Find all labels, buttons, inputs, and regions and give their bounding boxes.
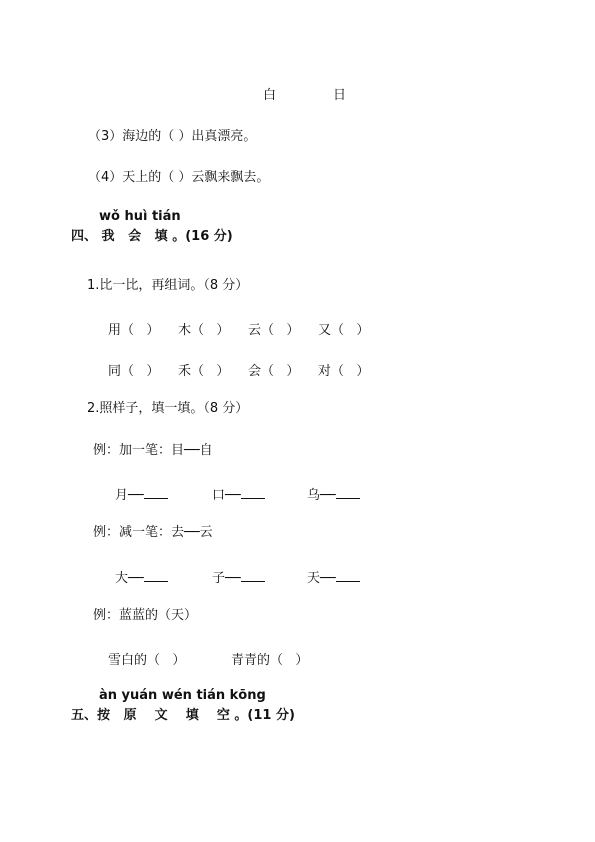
s4-q2-title: 2.照样子，填一填。（8 分） [87,401,249,416]
section-5-title: 五、按 原 文 填 空 。(11 分) [71,708,295,723]
compare-item: 同（ ） [108,364,160,379]
add-item: 月── [115,488,144,503]
answer-blank[interactable] [241,569,265,582]
compare-item: 木（ ） [178,323,230,338]
fill-item: 雪白的（ ） [108,653,186,668]
answer-blank[interactable] [144,486,168,499]
compare-item: 云（ ） [248,323,300,338]
question-3: （3）海边的（ ）出真漂亮。 [88,129,257,144]
fill-item: 青青的（ ） [231,653,309,668]
top-char-bai: 白 [263,88,277,103]
example-add-stroke: 例：加一笔：目──自 [93,443,213,458]
question-4: （4）天上的（ ）云飘来飘去。 [88,170,270,185]
compare-item: 又（ ） [318,323,370,338]
compare-item: 对（ ） [318,364,370,379]
section-5-pinyin: àn yuán wén tián kōng [99,688,266,703]
add-item: 口── [212,488,241,503]
section-4-pinyin: wǒ huì tián [99,209,181,224]
compare-item: 会（ ） [248,364,300,379]
compare-item: 用（ ） [108,323,160,338]
sub-item: 大── [115,571,144,586]
answer-blank[interactable] [336,486,360,499]
s4-q1-title: 1.比一比，再组词。（8 分） [87,278,249,293]
example-fill: 例：蓝蓝的（天） [93,608,198,623]
answer-blank[interactable] [336,569,360,582]
example-remove-stroke: 例：减一笔：去──云 [93,525,213,540]
top-char-ri: 日 [333,88,347,103]
sub-item: 天── [307,571,336,586]
answer-blank[interactable] [144,569,168,582]
compare-item: 禾（ ） [178,364,230,379]
answer-blank[interactable] [241,486,265,499]
add-item: 乌── [307,488,336,503]
sub-item: 子── [212,571,241,586]
section-4-title: 四、 我 会 填 。(16 分) [71,229,233,244]
